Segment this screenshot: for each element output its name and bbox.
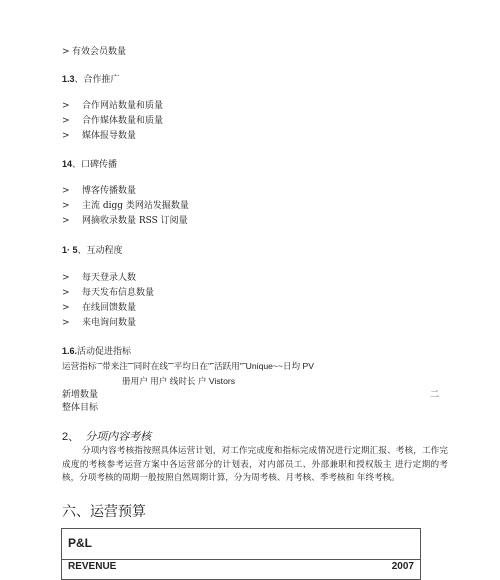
section-heading	[62, 158, 117, 171]
chevron-right-icon: >	[62, 131, 70, 141]
list-item: 在线回馈数量	[82, 303, 137, 313]
list-item: 有效会员数量	[72, 47, 127, 57]
list-item: 合作媒体数量和质量	[82, 116, 164, 126]
section-title: 六、运营预算	[62, 504, 146, 520]
section-heading	[62, 345, 131, 358]
list-item: 合作网站数量和质量	[82, 101, 164, 111]
chevron-right-icon: >	[62, 47, 70, 57]
pl-table	[61, 528, 421, 580]
list-item: 媒体报导数量	[82, 131, 137, 141]
section-heading	[62, 244, 123, 257]
chevron-right-icon: >	[62, 273, 70, 283]
chevron-right-icon: >	[62, 216, 70, 226]
metrics-line: 运营指标¨˜带来注˜˜同时在线˜˜平均日在"˜活跃用"˜Unique~~日均 PV	[62, 361, 314, 371]
chevron-right-icon: >	[62, 116, 70, 126]
chevron-right-icon: >	[62, 303, 70, 313]
table-title: P&L	[68, 536, 92, 550]
section-title: 、互动程度	[77, 246, 123, 256]
section-heading	[62, 73, 120, 86]
chevron-right-icon: >	[62, 318, 70, 328]
section-number: 1· 5	[62, 245, 78, 255]
metrics-line: 新增数量	[62, 390, 99, 400]
section-title: 、合作推广	[74, 75, 120, 85]
section-number: 1.6.	[62, 346, 78, 356]
table-cell: REVENUE	[68, 561, 117, 572]
metrics-line: 整体目标	[62, 403, 99, 413]
list-item: 博客传播数量	[82, 186, 137, 196]
section-heading	[62, 430, 151, 444]
section-number: 1.3	[62, 74, 75, 84]
chevron-right-icon: >	[62, 201, 70, 211]
list-item: 每天登录人数	[82, 273, 137, 283]
section-title: 、口碑传播	[72, 160, 118, 170]
list-item: 主流 digg 类网站发掘数量	[82, 201, 189, 211]
section-number: 2、	[62, 431, 80, 443]
chevron-right-icon: >	[62, 288, 70, 298]
metrics-line: 二	[430, 390, 440, 400]
metrics-line: 册用户 用户 线时长 户 Vistors	[122, 376, 236, 386]
chevron-right-icon: >	[62, 186, 70, 196]
paragraph: 分项内容考核指按照具体运营计划，对工作完成度和指标完成情况进行定期汇报、考核，工作完成度的考核参考运营方案中各运营部分的计划表，对内部员工、外部兼职和授权版主 进行定期的考核，分项考核的周期一般按照自然周期计算，分为周考核、月考核、季考核和 年终考核。	[62, 446, 448, 484]
table-cell: 2007	[391, 561, 414, 572]
list-item: 来电询问数量	[82, 318, 137, 328]
section-title: 分项内容考核	[85, 430, 152, 443]
table-row	[62, 529, 420, 560]
list-item: 网摘收录数量 RSS 订阅量	[82, 216, 188, 226]
list-item: 每天发布信息数量	[82, 288, 155, 298]
chevron-right-icon: >	[62, 101, 70, 111]
section-title: 活动促进指标	[77, 347, 132, 357]
section-number: 14	[62, 159, 73, 169]
